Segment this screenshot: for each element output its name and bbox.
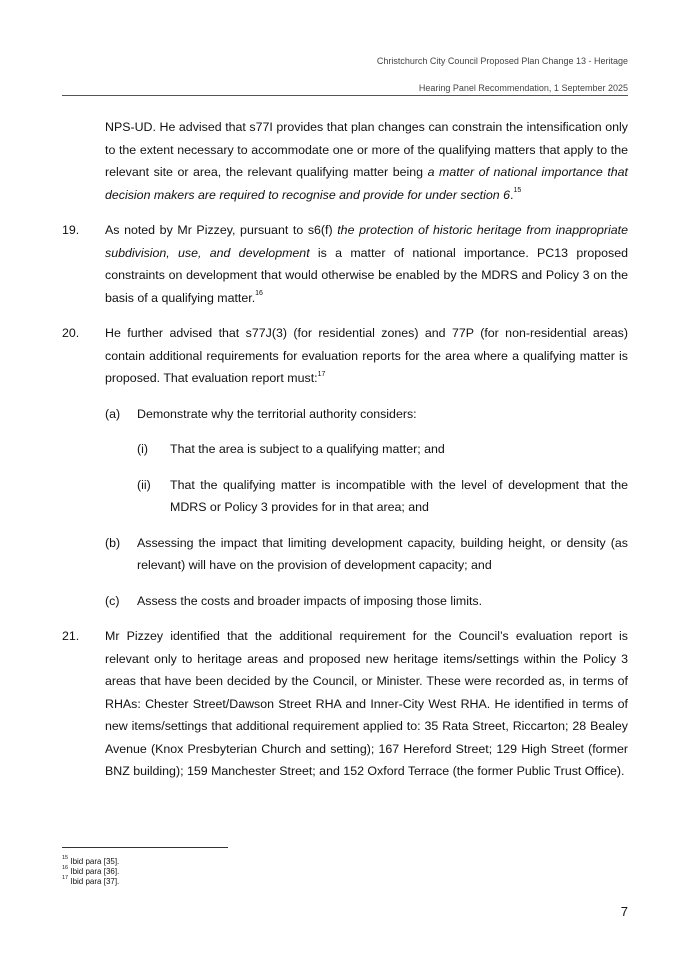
header-subtitle: Hearing Panel Recommendation, 1 September 2025	[418, 83, 628, 93]
footnote-17	[62, 877, 119, 887]
footnote-number: 16	[62, 865, 69, 872]
paragraph-text	[62, 219, 628, 309]
paragraph-text	[62, 322, 628, 390]
list-text: Assess the costs and broader impacts of imposing those limits.	[137, 593, 483, 608]
list-item-c	[62, 590, 628, 613]
page-number: 7	[620, 904, 628, 919]
intro-italic: a matter of national importance that decision makers are required to recognise and provide for under section 6	[105, 165, 628, 202]
footnote-number: 15	[62, 855, 69, 862]
paragraph-20	[62, 322, 628, 390]
list-text: That the qualifying matter is incompatible with the level of development that the MDRS or Policy 3 provides for in that area; and	[170, 477, 628, 514]
footnote-number: 17	[62, 875, 69, 882]
list-item-ii	[62, 474, 628, 519]
footnote-text: Ibid para [36].	[70, 867, 120, 876]
list-item-i	[62, 438, 628, 461]
list-label: (i)	[137, 442, 149, 456]
list-text: Demonstrate why the territorial authority considers:	[137, 406, 417, 421]
paragraph-21	[62, 625, 628, 783]
footnote-divider	[62, 847, 228, 848]
paragraph-number: 20.	[62, 326, 80, 340]
footnotes	[62, 857, 119, 887]
list-label: (a)	[105, 406, 121, 421]
intro-text-2: .	[510, 187, 514, 202]
footnote-ref-15[interactable]: 15	[513, 187, 522, 195]
p19-italic: the protection of historic heritage from inappropriate subdivision, use, and development	[105, 223, 628, 260]
list-text: That the area is subject to a qualifying matter; and	[170, 442, 445, 456]
header-divider	[62, 95, 628, 96]
footnote-15	[62, 857, 119, 867]
list-item-a	[62, 403, 628, 426]
list-label: (c)	[105, 593, 120, 608]
list-item-b	[62, 532, 628, 577]
p19-text-1: As noted by Mr Pizzey, pursuant to s6(f)	[105, 223, 338, 237]
intro-text-1: NPS-UD. He advised that s77I provides that plan changes can constrain the intensification only to the extent necessary to accommodate one or more of the qualifying matters that apply to the relevant site or area, the relevant qualifying matter being	[105, 120, 628, 179]
intro-paragraph	[62, 116, 628, 206]
footnote-text: Ibid para [37].	[70, 877, 120, 886]
list-label: (b)	[105, 535, 121, 550]
footnote-ref-16[interactable]: 16	[255, 290, 263, 298]
footnote-text: Ibid para [35].	[70, 857, 120, 866]
footnote-16	[62, 867, 119, 877]
footnote-ref-17[interactable]: 17	[317, 370, 326, 378]
paragraph-text: Mr Pizzey identified that the additional requirement for the Council’s evaluation report is relevant only to heritage areas and proposed new heritage items/settings within the Policy 3 areas that have been decided by the Council, or Minister. These were recorded as, in terms of RHAs: Chester Street/Dawson Street RHA and Inner-City West RHA. He identified in terms of new items/settings that additional requirement applied to: 35 Rata Street, Riccarton; 28 Bealey Avenue (Knox Presbyterian Church and setting); 167 Hereford Street; 129 High Street (former BNZ building); 159 Manchester Street; and 152 Oxford Terrace (the former Public Trust Office).	[105, 629, 628, 778]
p20-text: He further advised that s77J(3) (for residential zones) and 77P (for non-residential areas) contain additional requirements for evaluation reports for the area where a qualifying matter is proposed. That evaluation report must:	[105, 326, 628, 385]
list-label: (ii)	[137, 477, 151, 492]
p19-text-2: is a matter of national importance. PC13 proposed constraints on development that would otherwise be enabled by the MDRS and Policy 3 on the basis of a qualifying matter.	[105, 245, 628, 305]
list-text: Assessing the impact that limiting development capacity, building height, or density (as relevant) will have on the provision of development capacity; and	[137, 535, 628, 572]
paragraph-number: 19.	[62, 223, 80, 237]
paragraph-number: 21.	[62, 629, 80, 643]
header-title: Christchurch City Council Proposed Plan Change 13 - Heritage	[376, 56, 628, 66]
paragraph-19	[62, 219, 628, 309]
document-body	[62, 116, 628, 796]
